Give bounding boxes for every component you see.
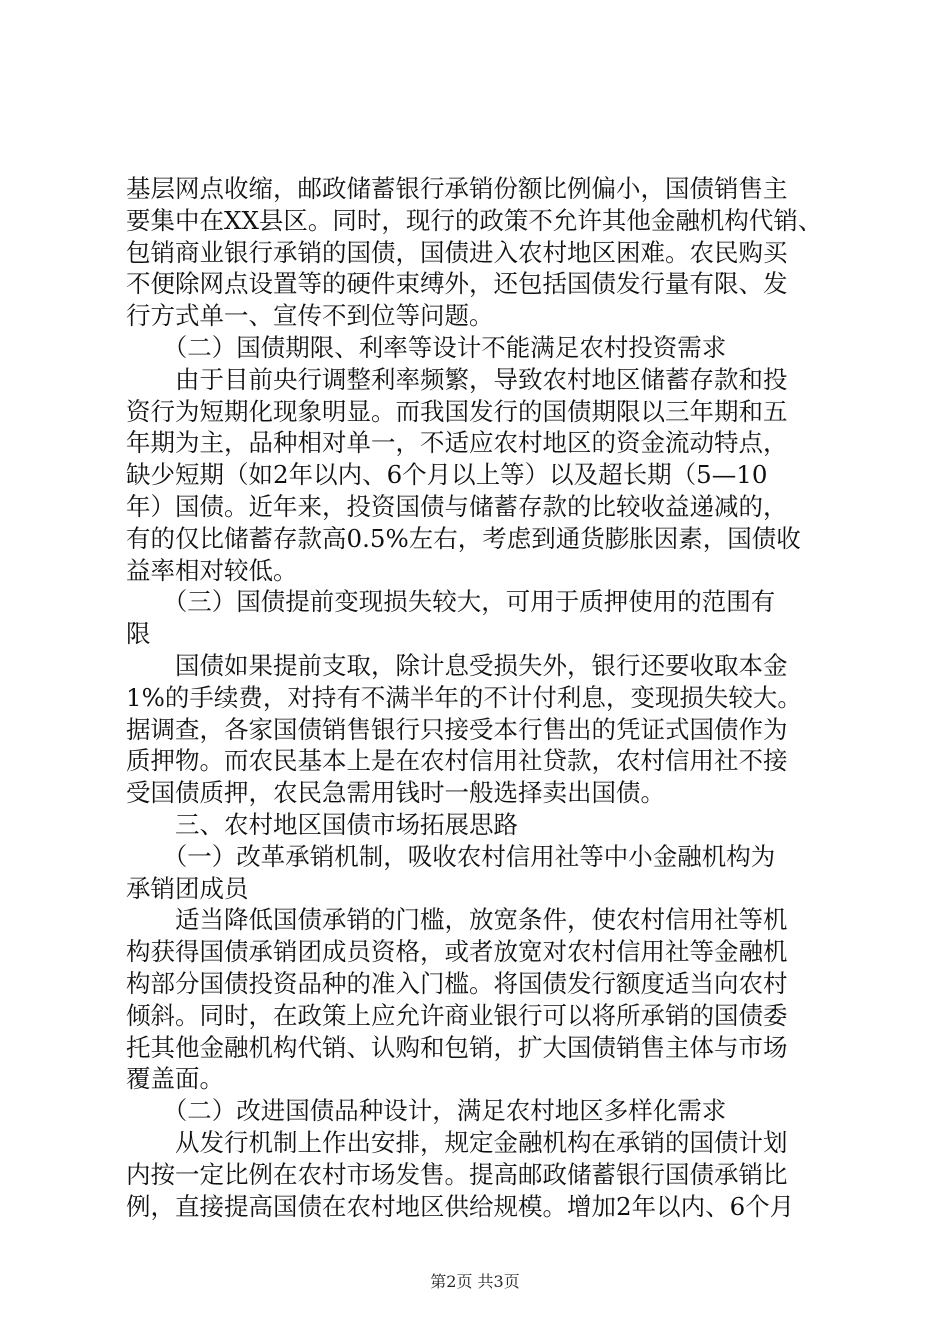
text-line: 从发行机制上作出安排，规定金融机构在承销的国债计划 [126, 1127, 788, 1157]
text-line: 益率相对较低。 [126, 555, 298, 585]
text-line: 托其他金融机构代销、认购和包销，扩大国债销售主体与市场 [126, 1032, 788, 1062]
text-line: （一）改革承销机制，吸收农村信用社等中小金融机构为 [126, 841, 776, 871]
page-footer: 第2页 共3页 [430, 1272, 520, 1291]
text-line: 例，直接提高国债在农村地区供给规模。增加2年以内、6个月 [126, 1191, 795, 1221]
text-line: 限 [126, 619, 151, 649]
text-line: 行方式单一、宣传不到位等问题。 [126, 301, 494, 331]
text-line: 承销团成员 [126, 873, 249, 903]
text-line: 有的仅比储蓄存款高0.5%左右，考虑到通货膨胀因素，国债收 [126, 523, 801, 553]
text-line: 适当降低国债承销的门槛，放宽条件，使农村信用社等机 [126, 905, 788, 935]
text-line: 缺少短期（如2年以内、6个月以上等）以及超长期（5—10 [126, 460, 768, 490]
text-line: 受国债质押，农民急需用钱时一般选择卖出国债。 [126, 778, 665, 808]
text-line: 倾斜。同时，在政策上应允许商业银行可以将所承销的国债委 [126, 1000, 788, 1030]
text-line: 由于目前央行调整利率频繁，导致农村地区储蓄存款和投 [126, 364, 788, 394]
text-line: （二）国债期限、利率等设计不能满足农村投资需求 [126, 332, 727, 362]
text-line: 覆盖面。 [126, 1064, 224, 1094]
text-line: 资行为短期化现象明显。而我国发行的国债期限以三年期和五 [126, 396, 788, 426]
text-line: 不便除网点设置等的硬件束缚外，还包括国债发行量有限、发 [126, 269, 788, 299]
text-line: 内按一定比例在农村市场发售。提高邮政储蓄银行国债承销比 [126, 1159, 788, 1189]
text-line: 1%的手续费，对持有不满半年的不计付利息，变现损失较大。 [126, 682, 802, 712]
text-line: 年）国债。近年来，投资国债与储蓄存款的比较收益递减的， [126, 491, 788, 521]
text-line: 三、农村地区国债市场拓展思路 [126, 809, 518, 839]
document-body [126, 173, 841, 1222]
text-line: 年期为主，品种相对单一，不适应农村地区的资金流动特点， [126, 428, 788, 458]
text-line: （三）国债提前变现损失较大，可用于质押使用的范围有 [126, 587, 776, 617]
text-line: 据调查，各家国债销售银行只接受本行售出的凭证式国债作为 [126, 714, 788, 744]
text-line: 质押物。而农民基本上是在农村信用社贷款，农村信用社不接 [126, 746, 788, 776]
text-line: 基层网点收缩，邮政储蓄银行承销份额比例偏小，国债销售主 [126, 174, 788, 203]
text-line: （二）改进国债品种设计，满足农村地区多样化需求 [126, 1096, 727, 1126]
text-line: 要集中在XX县区。同时，现行的政策不允许其他金融机构代销、 [126, 205, 823, 235]
text-line: 国债如果提前支取，除计息受损失外，银行还要收取本金 [126, 650, 788, 680]
text-line: 包销商业银行承销的国债，国债进入农村地区困难。农民购买 [126, 237, 788, 267]
text-line: 构获得国债承销团成员资格，或者放宽对农村信用社等金融机 [126, 937, 788, 967]
text-line: 构部分国债投资品种的准入门槛。将国债发行额度适当向农村 [126, 968, 788, 998]
